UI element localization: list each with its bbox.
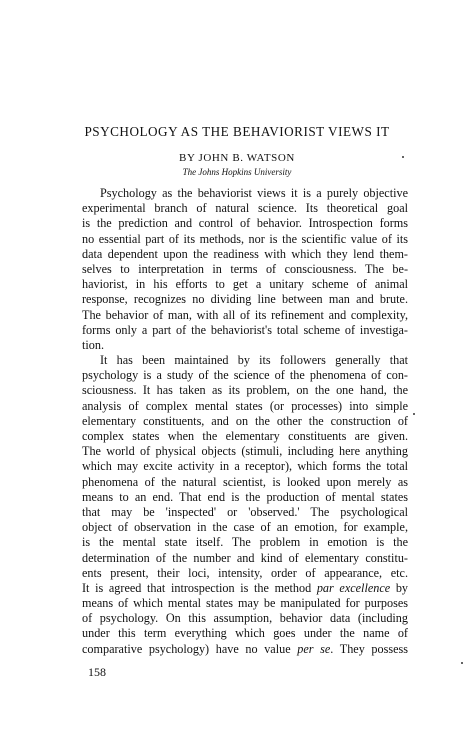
text-line: sciousness. It has taken as its problem, on the one hand, the — [82, 383, 408, 398]
text-line: It has been maintained by its followers generally that — [100, 353, 408, 368]
text-line: phenomena of the natural scientist, is looked upon merely as — [82, 474, 408, 489]
print-speck — [461, 662, 463, 664]
text-line: data dependent upon the readiness with which they lend them- — [82, 246, 408, 261]
text-line: experimental branch of natural science. Its theoretical goal — [82, 201, 408, 216]
page-number: 158 — [88, 665, 106, 679]
italic-phrase: par excellence — [316, 580, 391, 595]
text-run: comparative psychology) have no value — [82, 641, 298, 656]
text-line: The behavior of man, with all of its refinement and complexity, — [82, 307, 408, 322]
print-speck — [413, 413, 415, 415]
text-line: means of which mental states may be manipulated for purposes — [82, 596, 408, 611]
text-line: which may excite activity in a receptor), which forms the total — [82, 459, 408, 474]
text-run: It is agreed that introspection is the method — [82, 580, 317, 595]
text-line: tion. — [82, 337, 105, 352]
text-run: by — [390, 580, 409, 595]
text-line: complex states when the elementary constituents are given. — [82, 429, 408, 443]
text-line: determination of the number and kind of elementary constitu- — [82, 550, 408, 565]
text-line: means to an end. That end is the production of mental states — [82, 489, 408, 504]
text-line: elementary constituents, and on the other the construction of — [82, 413, 408, 428]
text-line — [82, 642, 408, 657]
text-line: ents present, their loci, intensity, order of appearance, etc. — [82, 565, 408, 580]
italic-phrase: per se — [297, 641, 331, 656]
text-line: no essential part of its methods, nor is the scientific value of its — [82, 231, 408, 246]
text-line: forms only a part of the behaviorist's total scheme of investiga- — [82, 322, 408, 337]
print-speck — [402, 156, 404, 158]
text-run: . They possess — [330, 641, 409, 656]
text-line: is the mental state itself. The problem in emotion is the — [82, 535, 408, 550]
text-line: that may be 'inspected' or 'observed.' The psychological — [82, 504, 408, 519]
text-line: Psychology as the behaviorist views it is a purely objective — [100, 186, 408, 200]
text-line: haviorist, in his efforts to get a unitary scheme of animal — [82, 277, 408, 292]
text-line: under this term everything which goes under the name of — [82, 626, 408, 641]
text-line: selves to interpretation in terms of consciousness. The be- — [82, 261, 408, 276]
article-title: PSYCHOLOGY AS THE BEHAVIORIST VIEWS IT — [84, 124, 390, 139]
text-line: object of observation in the case of an emotion, for example, — [82, 520, 408, 535]
text-line: The world of physical objects (stimuli, including here anything — [82, 444, 408, 459]
text-line: analysis of complex mental states (or processes) into simple — [82, 398, 408, 413]
author-affiliation: The Johns Hopkins University — [182, 167, 292, 177]
article-body — [82, 186, 408, 657]
text-line: of psychology. On this assumption, behavior data (including — [82, 611, 408, 626]
author-byline: BY JOHN B. WATSON — [179, 152, 295, 164]
text-line — [82, 581, 408, 596]
text-line: psychology is a study of the science of the phenomena of con- — [82, 368, 408, 383]
text-line: response, recognizes no dividing line between man and brute. — [82, 292, 408, 307]
text-line: is the prediction and control of behavior. Introspection forms — [82, 216, 408, 231]
